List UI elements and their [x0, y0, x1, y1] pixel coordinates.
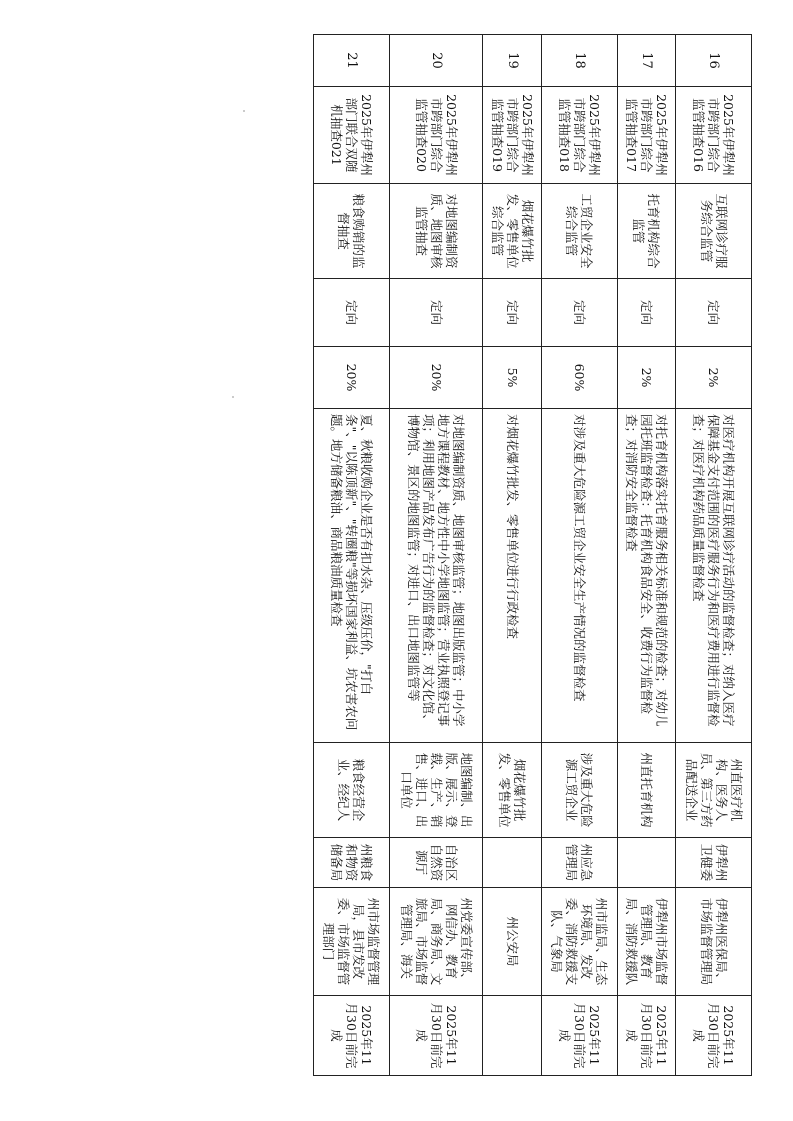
- sampling-ratio: 20%: [314, 347, 390, 409]
- inspection-method: 定向: [617, 279, 675, 347]
- rotated-table-container: [313, 34, 752, 1075]
- inspection-content: 夏、秋粮收购企业是否有扣水杂、压级压价，"打白条"、"以陈顶新"、"转圈粮"等损坏国家利益、坑农害农问题。地方储备粮油、商品粮油质量检查: [314, 409, 390, 743]
- partner-departments: 伊犁州市场监督管理局、教育局、消防救援队: [617, 888, 675, 996]
- inspection-content: 对烟花爆竹批发、零售单位进行行政检查: [483, 409, 541, 743]
- row-number: 16: [676, 35, 752, 87]
- sampling-ratio: 2%: [676, 347, 752, 409]
- deadline: 2025年11月30日前完成: [617, 996, 675, 1076]
- row-number: 17: [617, 35, 675, 87]
- partner-departments: 州公安局: [483, 888, 541, 996]
- inspection-objects: 粮食经营企业、经纪人: [314, 743, 390, 838]
- lead-department: [617, 838, 675, 888]
- inspection-objects: 州直托育机构: [617, 743, 675, 838]
- row-number: 20: [389, 35, 482, 87]
- inspection-method: 定向: [676, 279, 752, 347]
- deadline: 2025年11月30日前完成: [314, 996, 390, 1076]
- inspection-task-table: [313, 34, 752, 1076]
- lead-department: 自治区自然资源厅: [389, 838, 482, 888]
- task-name: 2025年伊犁州市跨部门综合监管抽查018: [541, 87, 617, 184]
- inspection-item: 对地图编制资质、地图审核监管抽查: [389, 184, 482, 279]
- lead-department: 伊犁州卫健委: [676, 838, 752, 888]
- table-row: [541, 35, 617, 1076]
- inspection-method: 定向: [483, 279, 541, 347]
- partner-departments: 州市监局、生态环境局、发改委、消防救援支队、气象局: [541, 888, 617, 996]
- inspection-item: 粮食购销的监督抽查: [314, 184, 390, 279]
- scan-speck: [232, 396, 234, 398]
- inspection-item: 互联网诊疗服务综合监管: [676, 184, 752, 279]
- inspection-method: 定向: [389, 279, 482, 347]
- inspection-method: 定向: [314, 279, 390, 347]
- task-name: 2025年伊犁州市跨部门综合监管抽查017: [617, 87, 675, 184]
- inspection-objects: 涉及重大危险源工贸企业: [541, 743, 617, 838]
- inspection-item: 工贸企业安全综合监管: [541, 184, 617, 279]
- task-name: 2025年伊犁州市跨部门综合监管抽查016: [676, 87, 752, 184]
- table-row: [676, 35, 752, 1076]
- inspection-content: 对医疗机构开展互联网诊疗活动的监督检查；对纳入医疗保障基金支付范围的医疗服务行为和医疗费用进行监督检查；对医疗机构药品质量监督检查: [676, 409, 752, 743]
- deadline: 2025年11月30日前完成: [389, 996, 482, 1076]
- row-number: 18: [541, 35, 617, 87]
- partner-departments: 州市场监督管理局，县市发改委、市场监督管理部门: [314, 888, 390, 996]
- scan-speck: [243, 110, 245, 112]
- inspection-content: 对地图编制资质、地图审核监管；地图出版监管；中小学地方课程教材、地方性中小学地图监管；营业执照登记事项；利用地图产品发布广告行为的监督检查；对文化馆、博物馆、景区的地图监管；对进口、出口地图监管等: [389, 409, 482, 743]
- inspection-content: 对涉及重大危险源工贸企业安全生产情况的监督检查: [541, 409, 617, 743]
- inspection-objects: 地图编制、出版、展示、登载、生产、销售、进口、出口单位: [389, 743, 482, 838]
- sampling-ratio: 60%: [541, 347, 617, 409]
- inspection-objects: 烟花爆竹批发、零售单位: [483, 743, 541, 838]
- inspection-method: 定向: [541, 279, 617, 347]
- table-row: [389, 35, 482, 1076]
- inspection-objects: 州直医疗机构、医务人员、第三方药品配送企业: [676, 743, 752, 838]
- task-name: 2025年伊犁州市跨部门综合监管抽查019: [483, 87, 541, 184]
- sampling-ratio: 20%: [389, 347, 482, 409]
- lead-department: 州应急管理局: [541, 838, 617, 888]
- row-number: 21: [314, 35, 390, 87]
- task-name: 2025年伊犁州市跨部门综合监管抽查020: [389, 87, 482, 184]
- sampling-ratio: 5%: [483, 347, 541, 409]
- table-row: [314, 35, 390, 1076]
- task-name: 2025年伊犁州部门联合双随机抽查021: [314, 87, 390, 184]
- partner-departments: 伊犁州医保局、市场监督管理局: [676, 888, 752, 996]
- partner-departments: 州党委宣传部、网信办、教育局、商务局、文旅局、市场监督管理局、海关: [389, 888, 482, 996]
- table-row: [483, 35, 541, 1076]
- deadline: 2025年11月30日前完成: [541, 996, 617, 1076]
- inspection-item: 烟花爆竹批发、零售单位综合监管: [483, 184, 541, 279]
- inspection-item: 托育机构综合监管: [617, 184, 675, 279]
- inspection-content: 对托育机构落实托育服务相关标准和规范的检查；对幼儿园托班监督检查：托育机构食品安全、收费行为监督检查；对消防安全监督检查: [617, 409, 675, 743]
- table-row: [617, 35, 675, 1076]
- deadline: 2025年11月30日前完成: [676, 996, 752, 1076]
- lead-department: [483, 838, 541, 888]
- row-number: 19: [483, 35, 541, 87]
- sampling-ratio: 2%: [617, 347, 675, 409]
- deadline: [483, 996, 541, 1076]
- lead-department: 州粮食和物资储备局: [314, 838, 390, 888]
